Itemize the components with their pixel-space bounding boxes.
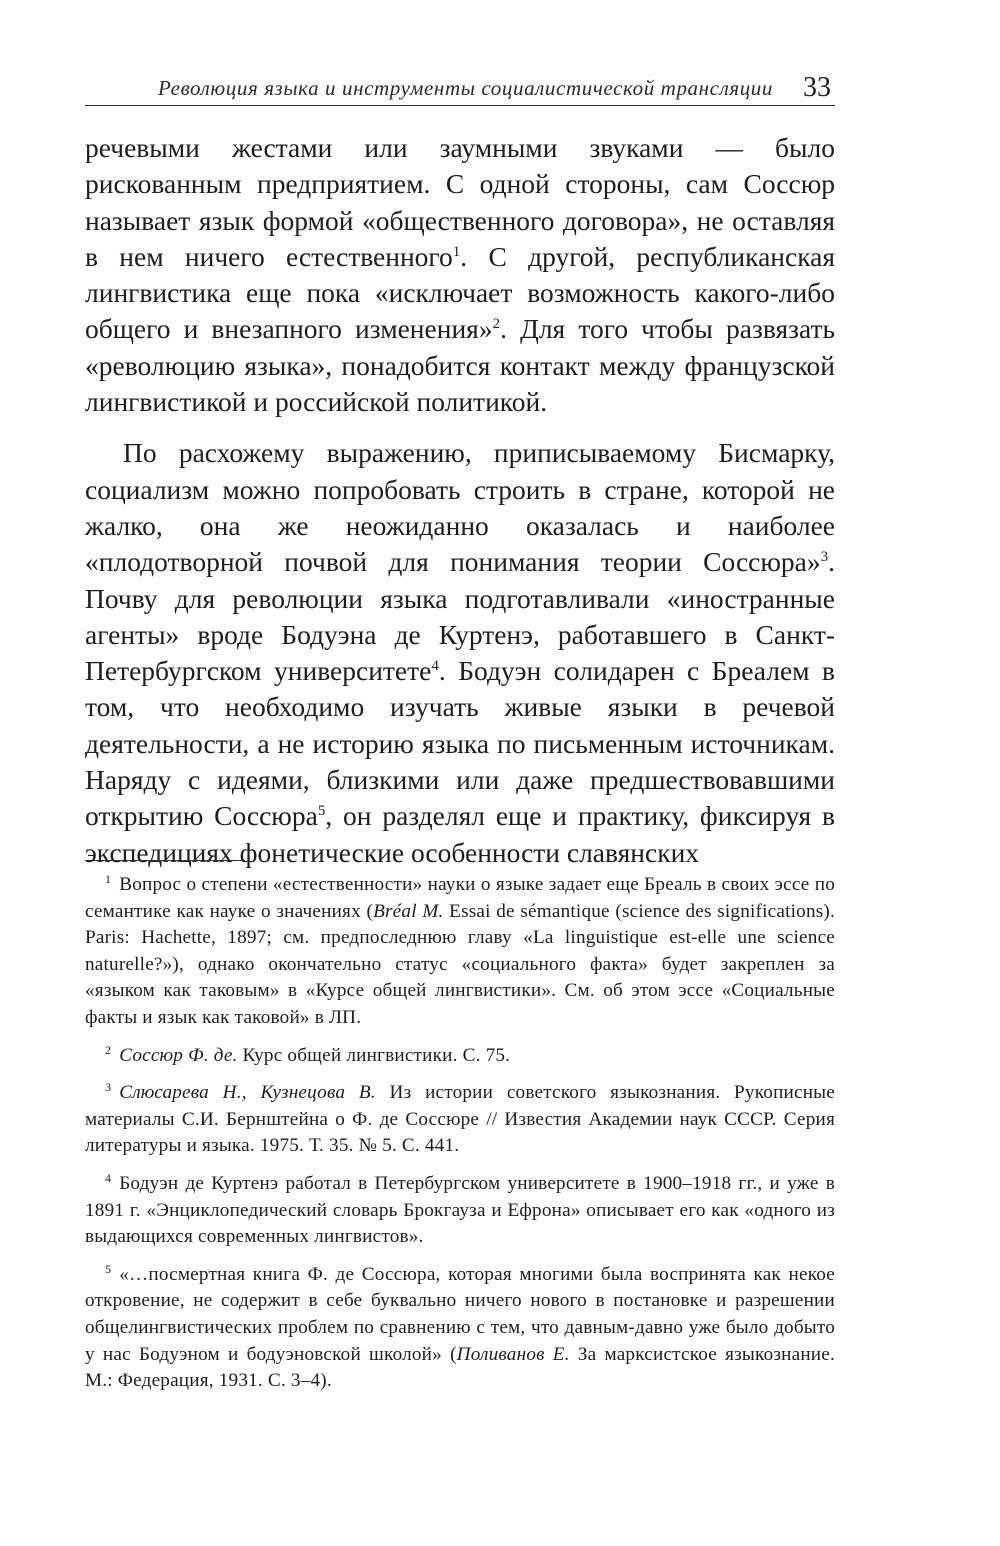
footnote-ref-4: 4 — [431, 658, 439, 675]
footnote-2 — [85, 1043, 835, 1070]
footnote-separator — [85, 860, 245, 861]
footnote-1-text-b: Essai de sémantique (science des significations). Paris: Hachette, 1897; см. предпоследнюю главу «La linguistique est-elle une science naturelle?»), однако окончательно статус «социального факта» будет закреплен за «языком как таковым» в «Курсе общей лингвистики». См. об этом эссе «Социальные факты и язык как таковой» в ЛП. — [85, 900, 836, 1028]
paragraph-2-text-c: . Бодуэн солидарен с Бреалем в том, что необходимо изучать живые языки в речевой деятельности, а не историю языка по письменным источникам. Наряду с идеями, близкими или даже предшествовавшими открытию Соссюра — [85, 655, 835, 832]
footnote-1-mark: 1 — [105, 872, 112, 886]
page-number: 33 — [803, 72, 831, 103]
main-text — [85, 130, 835, 871]
footnote-2-author: Соссюр Ф. де. — [119, 1044, 238, 1066]
footnote-1 — [85, 872, 835, 1032]
footnote-ref-2: 2 — [492, 316, 501, 333]
footnote-4 — [85, 1171, 835, 1251]
paragraph-1-text-c: . Для того чтобы развязать «революцию языка», понадобится контакт между французской лингвистикой и российской политикой. — [85, 313, 836, 418]
footnote-5 — [85, 1262, 835, 1395]
footnote-2-mark: 2 — [105, 1042, 112, 1057]
footnote-5-author: Поливанов Е. — [456, 1343, 570, 1365]
footnote-1-author: Bréal M. — [373, 900, 444, 922]
running-title: Революция языка и инструменты социалистической трансляции — [158, 76, 773, 100]
footnote-5-mark: 5 — [105, 1261, 112, 1276]
paragraph-2 — [85, 435, 835, 871]
paragraph-2-text-d: , он разделял еще и практику, фиксируя в экспедициях фонетические особенности славянских — [85, 800, 835, 868]
running-header — [85, 72, 835, 108]
footnote-3-mark: 3 — [105, 1080, 112, 1095]
footnote-4-mark: 4 — [105, 1170, 112, 1185]
footnote-2-text: Курс общей лингвистики. С. 75. — [237, 1044, 511, 1066]
paragraph-2-text-a: По расхожему выражению, приписываемому Бисмарку, социализм можно попробовать строить в стране, которой не жалко, она же неожиданно оказалась и наиболее «плодотворной почвой для понимания теории Соссюра» — [85, 437, 835, 578]
footnote-ref-1: 1 — [452, 243, 461, 260]
footnote-3-text: Из истории советского языкознания. Рукописные материалы С.И. Бернштейна о Ф. де Соссюре // Известия Академии наук СССР. Серия литературы и языка. 1975. Т. 35. № 5. С. 441. — [85, 1082, 835, 1157]
footnote-1-text-a: Вопрос о степени «естественности» науки о языке задает еще Бреаль в своих эссе по семантике как науке о значениях ( — [85, 874, 835, 922]
footnote-5-text-b: За марксистское языкознание. М.: Федерация, 1931. С. 3–4). — [85, 1343, 835, 1392]
paragraph-1 — [85, 130, 835, 420]
footnote-ref-3: 3 — [820, 549, 829, 566]
paragraph-1-text-b: . С другой, республиканская лингвистика еще пока «исключает возможность какого-либо общего и внезапного изменения» — [85, 240, 835, 345]
footnote-5-text-a: «…посмертная книга Ф. де Соссюра, которая многими была воспринята как некое откровение, не содержит в себе буквально ничего нового в постановке и разрешении общелингвистических проблем по сравнению с тем, что давным-давно уже было добыто у нас Бодуэном и бодуэновской школой» ( — [85, 1263, 835, 1365]
header-rule — [85, 105, 835, 106]
footnote-3-author: Слюсарева Н., Кузнецова В. — [119, 1082, 376, 1104]
footnote-ref-5: 5 — [317, 803, 326, 820]
paragraph-2-text-b: . Почву для революции языка подготавливали «иностранные агенты» вроде Бодуэна де Куртенэ, работавшего в Санкт-Петербургском университете — [85, 546, 835, 687]
footnote-4-text: Бодуэн де Куртенэ работал в Петербургском университете в 1900–1918 гг., и уже в 1891 г. «Энциклопедический словарь Брокгауза и Ефрона» описывает его как «одного из выдающихся современных лингвистов». — [85, 1172, 835, 1248]
paragraph-1-text-a: речевыми жестами или заумными звуками — было рискованным предприятием. С одной стороны, сам Соссюр называет язык формой «общественного договора», не оставляя в нем ничего естественного — [85, 132, 835, 272]
footnote-3 — [85, 1080, 835, 1160]
footnotes — [85, 872, 835, 1406]
